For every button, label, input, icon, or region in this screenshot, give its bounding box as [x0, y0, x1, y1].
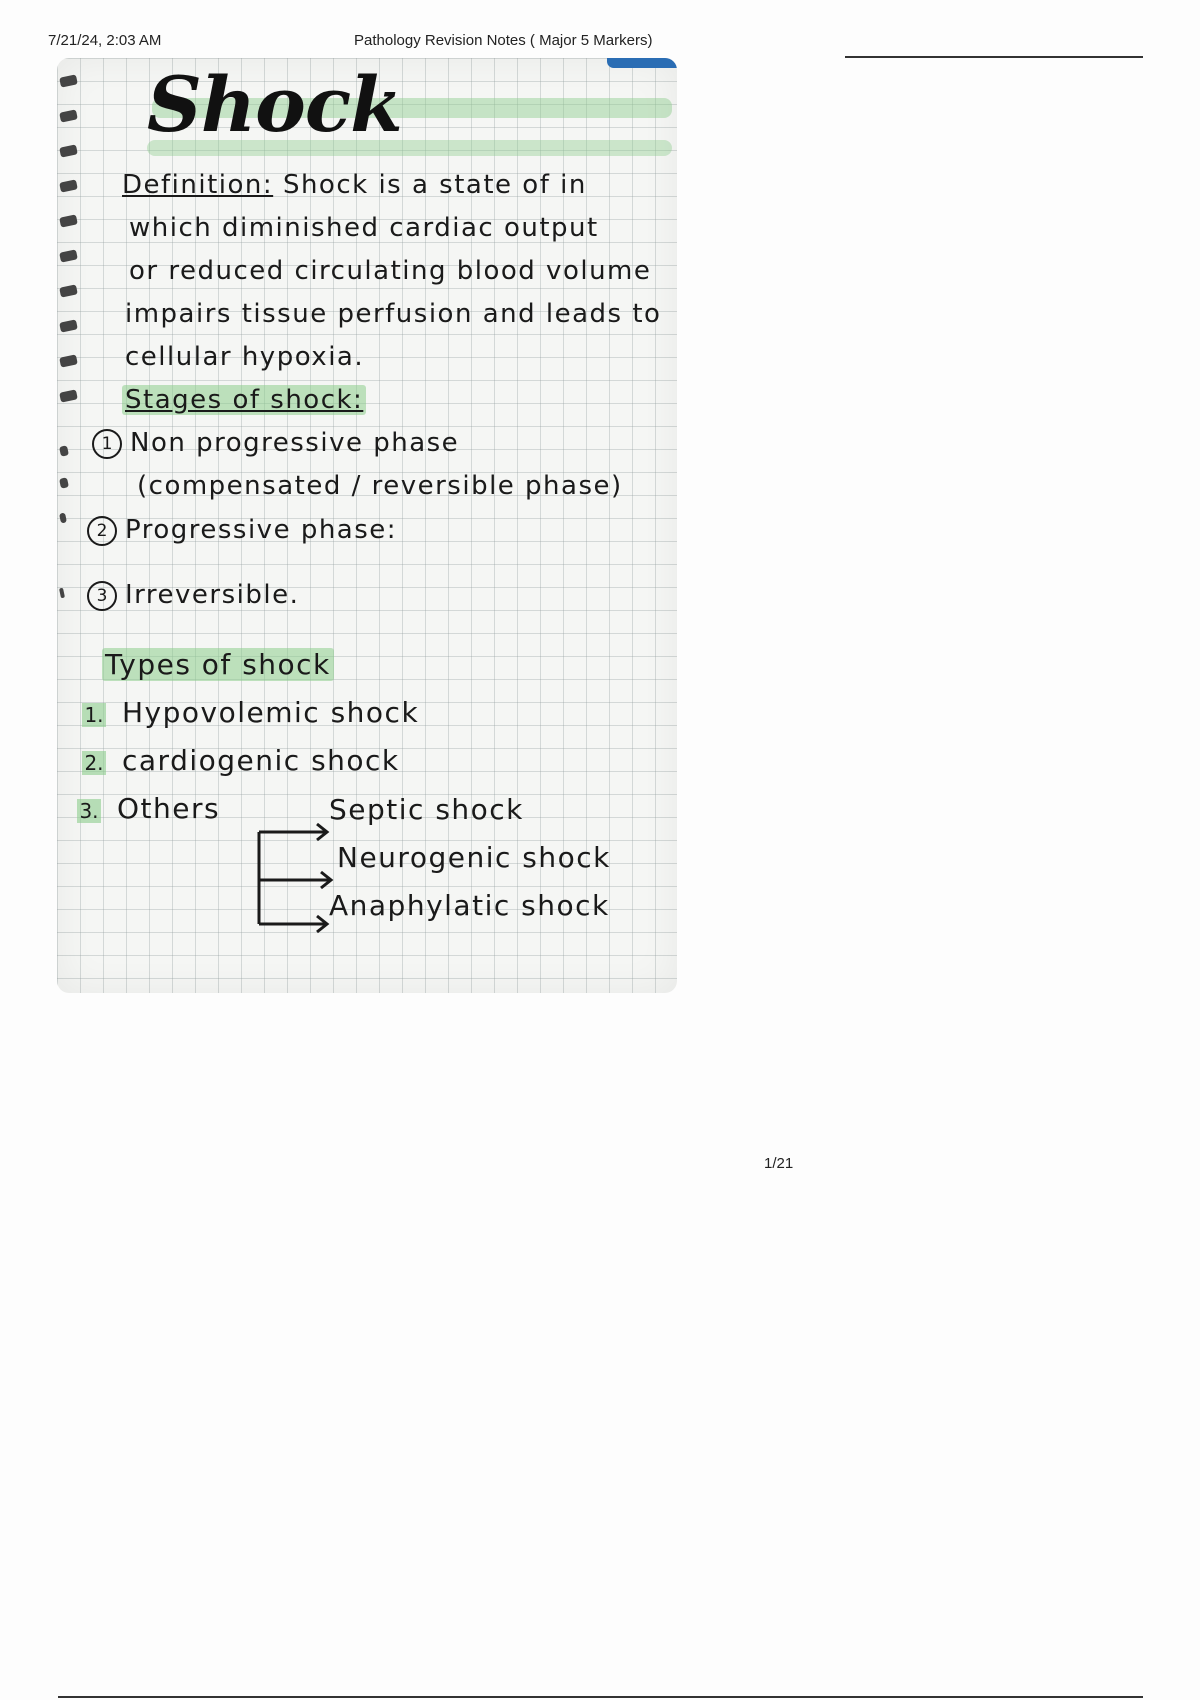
type-item — [82, 696, 419, 729]
print-datetime: 7/21/24, 2:03 AM — [48, 32, 162, 49]
stage-item — [87, 515, 397, 546]
type-text: Others — [117, 792, 221, 825]
stage-number: 2 — [87, 516, 117, 546]
notebook-photo — [57, 58, 677, 993]
other-type-item: Septic shock — [329, 793, 524, 826]
corner-tape — [607, 58, 677, 68]
stage-number: 1 — [92, 429, 122, 459]
definition-line-4: impairs tissue perfusion and leads to — [125, 299, 662, 329]
type-number: 1. — [82, 703, 106, 727]
stage-number: 3 — [87, 581, 117, 611]
stages-heading-text: Stages of shock: — [122, 385, 366, 415]
definition-line-3: or reduced circulating blood volume — [129, 256, 652, 286]
header-rule — [845, 56, 1143, 58]
type-number: 2. — [82, 751, 106, 775]
definition-text: Shock is a state of in — [282, 170, 587, 200]
stage-text: Non progressive phase — [130, 428, 460, 458]
footer-rule — [58, 1696, 1143, 1698]
type-text: Hypovolemic shock — [122, 696, 420, 729]
definition-line-1 — [122, 170, 587, 200]
type-item — [82, 744, 400, 777]
definition-line-5: cellular hypoxia. — [125, 342, 365, 372]
other-type-item: Anaphylatic shock — [329, 889, 610, 922]
stage-text: Irreversible. — [125, 580, 300, 610]
stage-item: (compensated / reversible phase) — [137, 471, 623, 501]
type-text: cardiogenic shock — [122, 744, 400, 777]
types-heading-text: Types of shock — [102, 648, 334, 681]
stage-text: Progressive phase: — [125, 515, 398, 545]
types-heading — [102, 648, 334, 681]
type-item — [77, 792, 220, 825]
stages-heading — [122, 385, 366, 415]
stage-item — [92, 428, 459, 459]
definition-line-2: which diminished cardiac output — [129, 213, 599, 243]
definition-label: Definition: — [122, 170, 274, 200]
note-title: Shock — [147, 60, 402, 149]
type-number: 3. — [77, 799, 101, 823]
page-number: 1/21 — [764, 1155, 794, 1172]
other-type-item: Neurogenic shock — [337, 841, 611, 874]
document-title: Pathology Revision Notes ( Major 5 Markers) — [354, 32, 653, 49]
spiral-binding — [57, 68, 87, 718]
stage-item — [87, 580, 299, 611]
